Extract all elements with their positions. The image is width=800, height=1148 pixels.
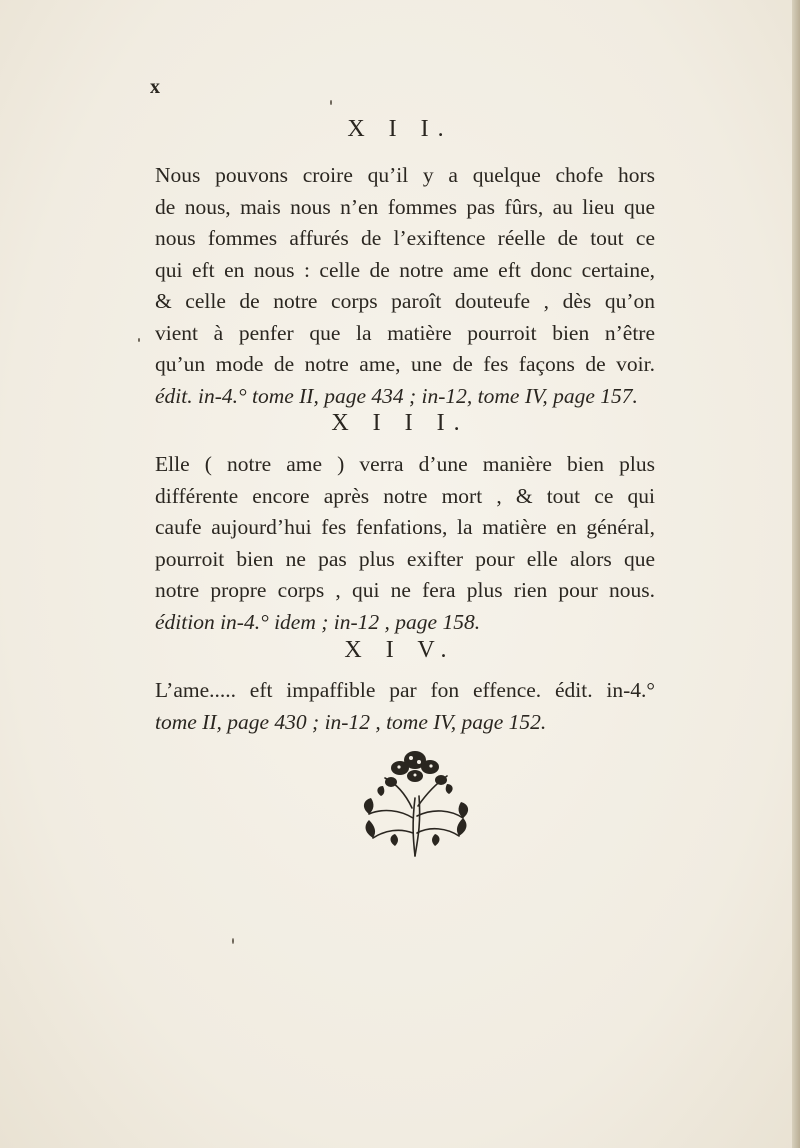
- citation-line: tome II, page 430 ; in-12 , tome IV, page 152.: [155, 709, 547, 734]
- text-line: qui eft en nous : celle de notre ame eft donc certaine,: [155, 257, 655, 282]
- section-body-xiv: [155, 675, 655, 738]
- section-heading-xiv: X I V.: [344, 637, 456, 663]
- text-line: & celle de notre corps paroît douteufe , dès qu’on: [155, 289, 655, 313]
- paper-speck: [330, 100, 332, 105]
- citation-line: édit. in-4.° tome II, page 434 ; in-12, tome IV, page 157.: [155, 383, 638, 408]
- citation-line: édition in-4.° idem ; in-12 , page 158.: [155, 609, 481, 634]
- text-line: Nous pouvons croire qu’il y a quelque chofe hors: [155, 163, 655, 187]
- section-heading-xiii: X I I I.: [331, 410, 469, 436]
- paper-speck: [232, 938, 234, 944]
- text-line: qu’un mode de notre ame, une de fes façons de voir.: [155, 352, 655, 376]
- text-line: différente encore après notre mort , & tout ce qui: [155, 483, 655, 508]
- text-line: de nous, mais nous n’en fommes pas fûrs, au lieu que: [155, 194, 655, 219]
- section-body-xiii: [155, 449, 655, 638]
- text-line: Elle ( notre ame ) verra d’une manière bien plus: [155, 452, 655, 476]
- floral-vignette-icon: [355, 738, 475, 863]
- text-line: vient à penfer que la matière pourroit bien n’être: [155, 320, 655, 345]
- section-body-xii: [155, 160, 655, 412]
- page-edge: [792, 0, 800, 1148]
- text-line: caufe aujourd’hui fes fenfations, la matière en général,: [155, 515, 655, 539]
- section-heading-xii: X I I.: [347, 116, 453, 142]
- page-number: x: [150, 76, 160, 98]
- text-line: nous fommes affurés de l’exiftence réelle de tout ce: [155, 226, 655, 250]
- paper-speck: [138, 338, 140, 342]
- text-line: notre propre corps , qui ne fera plus rien pour nous.: [155, 578, 655, 602]
- text-line: pourroit bien ne pas plus exifter pour elle alors que: [155, 546, 655, 571]
- text-line: L’ame..... eft impaffible par fon effence. édit. in-4.°: [155, 678, 655, 702]
